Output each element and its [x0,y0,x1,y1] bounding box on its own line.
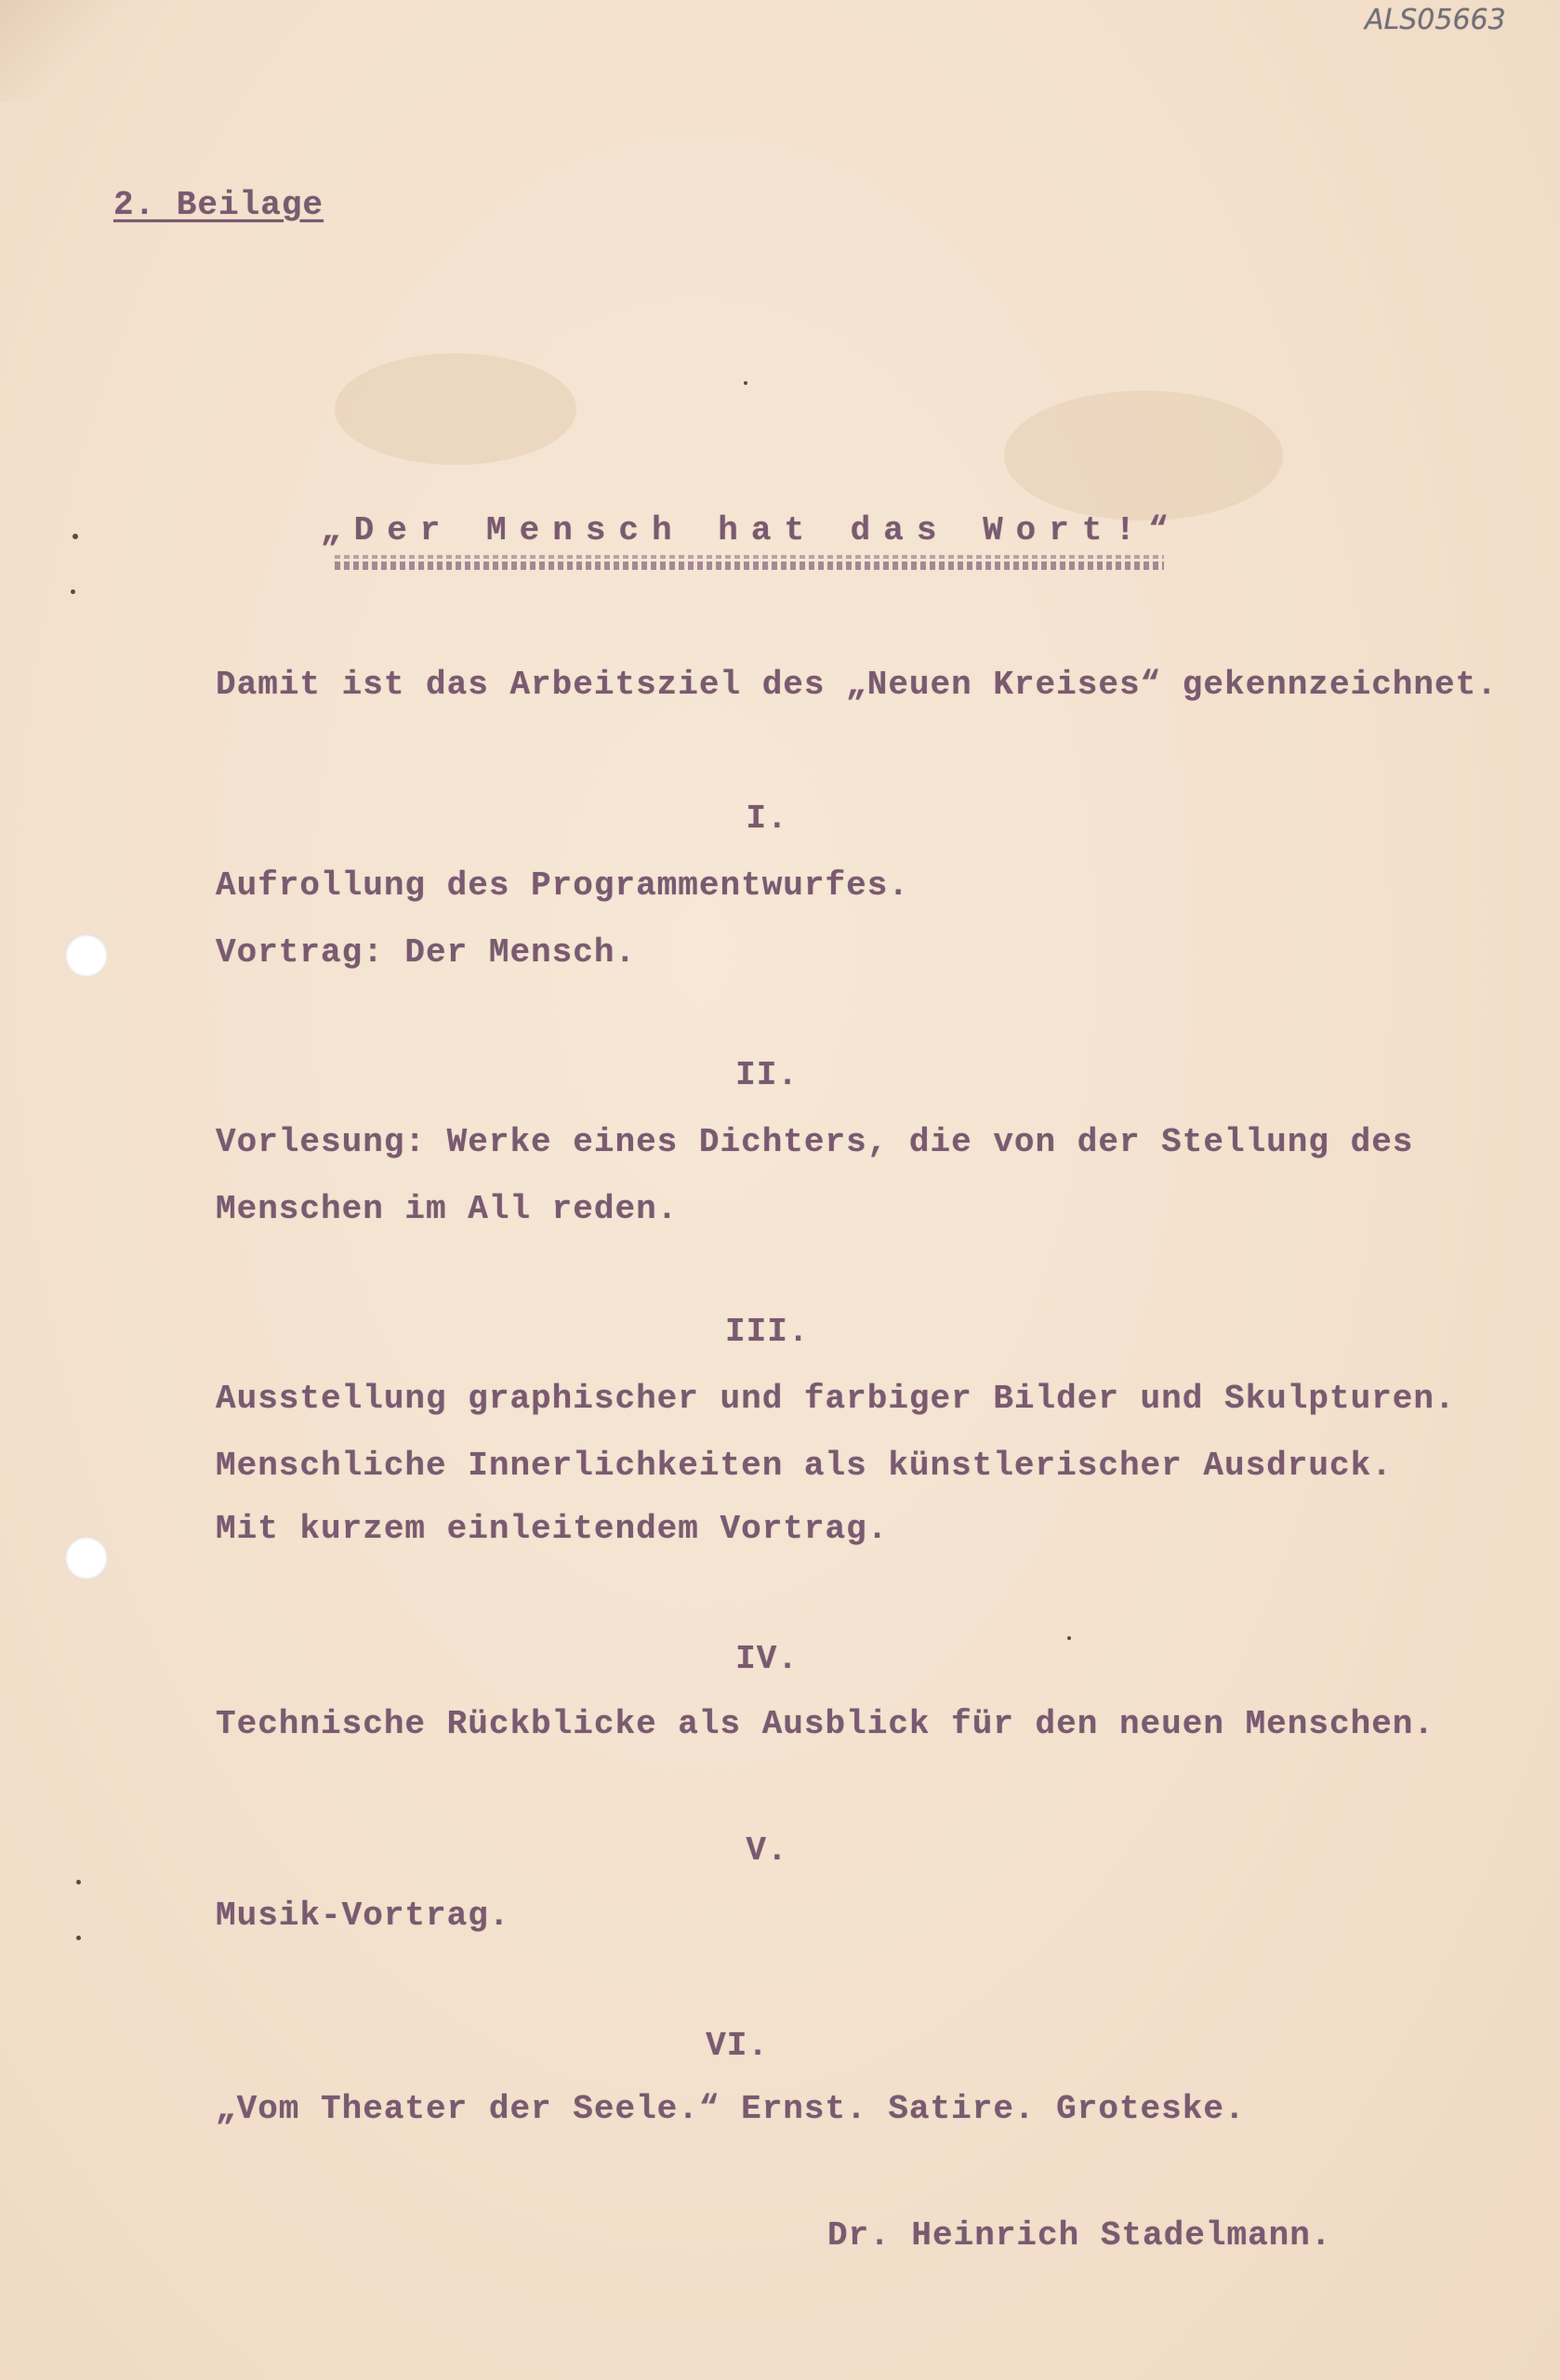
paper-speck [71,589,75,594]
archive-id: ALS05663 [1365,4,1506,36]
section-line: Mit kurzem einleitendem Vortrag. [216,1510,889,1548]
section-line: Aufrollung des Programmentwurfes. [216,866,909,905]
section-numeral: II. [735,1056,799,1094]
paper-speck [744,381,747,385]
paper-speck [76,1880,81,1884]
paper-stain [335,353,576,465]
section-numeral: VI. [706,2027,769,2065]
section-numeral: III. [725,1313,810,1351]
annex-label: 2. Beilage [113,186,324,224]
section-line: Musik-Vortrag. [216,1897,510,1935]
punch-hole [65,1537,108,1580]
paper-speck [73,534,78,539]
section-numeral: I. [746,800,788,838]
intro-line: Damit ist das Arbeitsziel des „Neuen Kreises“ gekennzeichnet. [216,666,1498,704]
paper-corner-wear [0,0,130,102]
section-numeral: V. [746,1831,788,1870]
paper-speck [1067,1636,1071,1640]
paper-stain [1004,390,1283,521]
document-title: „Der Mensch hat das Wort!“ [321,511,1182,549]
punch-hole [65,934,108,977]
section-line: Menschliche Innerlichkeiten als künstlerischer Ausdruck. [216,1447,1393,1485]
section-line: Vortrag: Der Mensch. [216,933,637,972]
section-line: Menschen im All reden. [216,1190,679,1228]
paper-speck [76,1936,81,1940]
section-line: „Vom Theater der Seele.“ Ernst. Satire. Groteske. [216,2090,1246,2128]
section-numeral: IV. [735,1640,799,1678]
signature: Dr. Heinrich Stadelmann. [827,2216,1332,2254]
section-line: Ausstellung graphischer und farbiger Bilder und Skulpturen. [216,1380,1456,1418]
title-underline [335,562,1164,570]
section-line: Vorlesung: Werke eines Dichters, die von der Stellung des [216,1123,1414,1161]
title-underline [335,555,1164,559]
section-line: Technische Rückblicke als Ausblick für den neuen Menschen. [216,1705,1435,1743]
